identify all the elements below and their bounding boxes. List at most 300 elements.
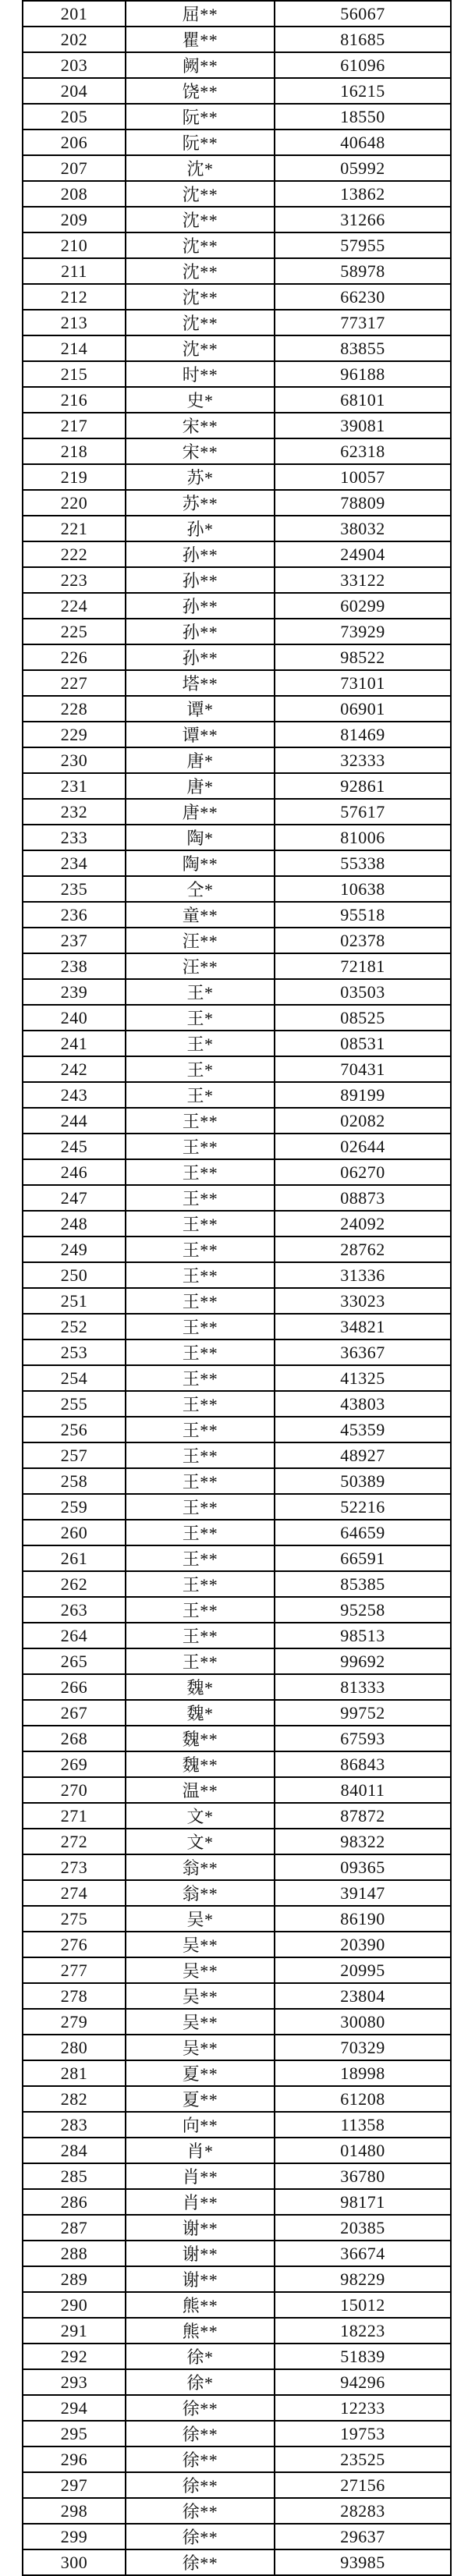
name-cell: 吴** [126,1983,275,2009]
rank-cell: 232 [23,799,126,825]
rank-cell: 249 [23,1237,126,1262]
number-cell: 20385 [275,2215,451,2241]
rank-cell: 299 [23,2524,126,2549]
rank-cell: 268 [23,1726,126,1751]
number-cell: 41325 [275,1365,451,1391]
name-cell: 唐* [126,773,275,799]
table-row [23,773,451,799]
rank-cell: 254 [23,1365,126,1391]
table-row [23,1339,451,1365]
table-row [23,1520,451,1545]
number-cell: 08531 [275,1031,451,1056]
number-cell: 81333 [275,1674,451,1700]
rank-cell: 258 [23,1468,126,1494]
number-cell: 84011 [275,1777,451,1803]
number-cell: 36780 [275,2163,451,2189]
table-row [23,2009,451,2035]
name-cell: 肖** [126,2189,275,2215]
name-cell: 沈** [126,284,275,310]
table-row [23,413,451,438]
rank-cell: 203 [23,52,126,78]
name-cell: 翁** [126,1880,275,1906]
table-row [23,1957,451,1983]
rank-cell: 201 [23,1,126,27]
name-cell: 王** [126,1468,275,1494]
name-cell: 沈** [126,181,275,207]
number-cell: 01480 [275,2138,451,2163]
number-cell: 23804 [275,1983,451,2009]
rank-cell: 263 [23,1597,126,1623]
number-cell: 60299 [275,593,451,619]
name-cell: 孙** [126,619,275,644]
number-cell: 57617 [275,799,451,825]
table-row [23,490,451,516]
rank-cell: 295 [23,2421,126,2446]
rank-cell: 222 [23,541,126,567]
number-cell: 87872 [275,1803,451,1829]
number-cell: 56067 [275,1,451,27]
table-row [23,2472,451,2498]
rank-cell: 226 [23,644,126,670]
table-row [23,130,451,155]
name-cell: 陶* [126,825,275,850]
name-cell: 王** [126,1571,275,1597]
table-row [23,2241,451,2266]
number-cell: 06270 [275,1159,451,1185]
table-row [23,1803,451,1829]
table-row [23,2292,451,2318]
name-cell: 王** [126,1365,275,1391]
table-row [23,1288,451,1314]
name-cell: 吴** [126,2035,275,2060]
rank-cell: 234 [23,850,126,876]
name-cell: 温** [126,1777,275,1803]
name-cell: 沈** [126,232,275,258]
number-cell: 18550 [275,104,451,130]
table-row [23,1906,451,1932]
number-cell: 29637 [275,2524,451,2549]
rank-cell: 213 [23,310,126,335]
table-row [23,2060,451,2086]
table-row [23,876,451,902]
rank-cell: 273 [23,1854,126,1880]
name-cell: 王** [126,1237,275,1262]
number-cell: 61208 [275,2086,451,2112]
number-cell: 33023 [275,1288,451,1314]
number-cell: 08873 [275,1185,451,1211]
table-row [23,2524,451,2549]
rank-cell: 274 [23,1880,126,1906]
number-cell: 98513 [275,1623,451,1648]
name-cell: 徐* [126,2344,275,2369]
name-cell: 王* [126,1056,275,1082]
name-cell: 肖* [126,2138,275,2163]
name-cell: 魏** [126,1726,275,1751]
rank-cell: 287 [23,2215,126,2241]
table-row [23,1134,451,1159]
number-cell: 12233 [275,2395,451,2421]
table-row [23,979,451,1005]
name-cell: 屈** [126,1,275,27]
number-cell: 86190 [275,1906,451,1932]
number-cell: 28762 [275,1237,451,1262]
number-cell: 39147 [275,1880,451,1906]
rank-cell: 227 [23,670,126,696]
number-cell: 66591 [275,1545,451,1571]
number-cell: 45359 [275,1417,451,1442]
table-row [23,953,451,979]
rank-cell: 276 [23,1932,126,1957]
number-cell: 30080 [275,2009,451,2035]
rank-cell: 282 [23,2086,126,2112]
table-row [23,1623,451,1648]
name-cell: 王** [126,1288,275,1314]
number-cell: 99752 [275,1700,451,1726]
table-row [23,52,451,78]
number-cell: 23525 [275,2446,451,2472]
table-row [23,567,451,593]
rank-cell: 231 [23,773,126,799]
rank-cell: 256 [23,1417,126,1442]
rank-cell: 293 [23,2369,126,2395]
rank-cell: 214 [23,335,126,361]
number-cell: 83855 [275,335,451,361]
number-cell: 81469 [275,722,451,747]
name-cell: 仝* [126,876,275,902]
rank-cell: 224 [23,593,126,619]
table-row [23,1468,451,1494]
rank-cell: 233 [23,825,126,850]
table-row [23,541,451,567]
table-row [23,1237,451,1262]
table-row [23,284,451,310]
table-row [23,696,451,722]
rank-cell: 265 [23,1648,126,1674]
number-cell: 18223 [275,2318,451,2344]
rank-cell: 259 [23,1494,126,1520]
number-cell: 52216 [275,1494,451,1520]
name-cell: 吴** [126,1932,275,1957]
name-cell: 宋** [126,413,275,438]
rank-cell: 283 [23,2112,126,2138]
name-cell: 沈** [126,207,275,232]
number-cell: 86843 [275,1751,451,1777]
number-cell: 70329 [275,2035,451,2060]
rank-cell: 278 [23,1983,126,2009]
name-cell: 吴** [126,2009,275,2035]
name-cell: 唐** [126,799,275,825]
table-row [23,1700,451,1726]
name-cell: 阙** [126,52,275,78]
name-cell: 沈** [126,258,275,284]
table-row [23,1314,451,1339]
rank-cell: 209 [23,207,126,232]
table-row [23,155,451,181]
number-cell: 57955 [275,232,451,258]
table-row [23,1494,451,1520]
table-row [23,1185,451,1211]
table-row [23,593,451,619]
number-cell: 38032 [275,516,451,541]
rank-cell: 250 [23,1262,126,1288]
rank-cell: 272 [23,1829,126,1854]
table-row [23,1056,451,1082]
name-cell: 徐** [126,2524,275,2549]
name-cell: 吴** [126,1957,275,1983]
number-cell: 20995 [275,1957,451,1983]
rank-cell: 210 [23,232,126,258]
number-cell: 66230 [275,284,451,310]
rank-cell: 267 [23,1700,126,1726]
table-row [23,1674,451,1700]
table-row [23,438,451,464]
rank-cell: 225 [23,619,126,644]
table-row [23,619,451,644]
name-cell: 王** [126,1494,275,1520]
name-cell: 王* [126,1031,275,1056]
table-row [23,1777,451,1803]
number-cell: 99692 [275,1648,451,1674]
rank-cell: 289 [23,2266,126,2292]
rank-cell: 252 [23,1314,126,1339]
name-cell: 瞿** [126,27,275,52]
rank-cell: 238 [23,953,126,979]
name-cell: 王** [126,1159,275,1185]
name-cell: 文* [126,1829,275,1854]
number-cell: 48927 [275,1442,451,1468]
table-row [23,361,451,387]
name-cell: 王** [126,1648,275,1674]
rank-cell: 296 [23,2446,126,2472]
number-cell: 98229 [275,2266,451,2292]
number-cell: 55338 [275,850,451,876]
rank-cell: 245 [23,1134,126,1159]
table-row [23,722,451,747]
table-row [23,78,451,104]
name-cell: 徐* [126,2369,275,2395]
name-cell: 王** [126,1339,275,1365]
rank-cell: 223 [23,567,126,593]
table-row [23,2138,451,2163]
table-row [23,1597,451,1623]
rank-cell: 204 [23,78,126,104]
table-row [23,310,451,335]
number-cell: 95258 [275,1597,451,1623]
name-cell: 苏** [126,490,275,516]
rank-cell: 205 [23,104,126,130]
name-cell: 夏** [126,2060,275,2086]
table-row [23,1365,451,1391]
number-cell: 73929 [275,619,451,644]
name-cell: 王** [126,1391,275,1417]
name-cell: 苏* [126,464,275,490]
table-row [23,2215,451,2241]
table-row [23,1932,451,1957]
name-cell: 熊** [126,2292,275,2318]
rank-cell: 270 [23,1777,126,1803]
table-row [23,104,451,130]
number-cell: 34821 [275,1314,451,1339]
rank-cell: 264 [23,1623,126,1648]
table-row [23,2266,451,2292]
table-row [23,1545,451,1571]
name-cell: 王* [126,1082,275,1108]
number-cell: 15012 [275,2292,451,2318]
number-cell: 43803 [275,1391,451,1417]
name-cell: 汪** [126,953,275,979]
rank-cell: 266 [23,1674,126,1700]
table-row [23,2112,451,2138]
name-cell: 饶** [126,78,275,104]
number-cell: 85385 [275,1571,451,1597]
name-cell: 王* [126,979,275,1005]
winners-table [22,0,452,2576]
table-row [23,928,451,953]
number-cell: 58978 [275,258,451,284]
rank-cell: 285 [23,2163,126,2189]
number-cell: 92861 [275,773,451,799]
table-row [23,2421,451,2446]
number-cell: 36674 [275,2241,451,2266]
number-cell: 18998 [275,2060,451,2086]
name-cell: 谭** [126,722,275,747]
number-cell: 98522 [275,644,451,670]
rank-cell: 279 [23,2009,126,2035]
table-row [23,747,451,773]
rank-cell: 271 [23,1803,126,1829]
rank-cell: 255 [23,1391,126,1417]
rank-cell: 244 [23,1108,126,1134]
name-cell: 徐** [126,2421,275,2446]
number-cell: 05992 [275,155,451,181]
name-cell: 阮** [126,130,275,155]
rank-cell: 300 [23,2549,126,2575]
number-cell: 20390 [275,1932,451,1957]
rank-cell: 242 [23,1056,126,1082]
rank-cell: 208 [23,181,126,207]
rank-cell: 220 [23,490,126,516]
name-cell: 徐** [126,2395,275,2421]
table-row [23,1005,451,1031]
rank-cell: 206 [23,130,126,155]
table-row [23,902,451,928]
rank-cell: 292 [23,2344,126,2369]
rank-cell: 235 [23,876,126,902]
name-cell: 徐** [126,2498,275,2524]
number-cell: 19753 [275,2421,451,2446]
rank-cell: 284 [23,2138,126,2163]
rank-cell: 241 [23,1031,126,1056]
name-cell: 王* [126,1005,275,1031]
number-cell: 62318 [275,438,451,464]
name-cell: 陶** [126,850,275,876]
table-row [23,27,451,52]
number-cell: 98322 [275,1829,451,1854]
name-cell: 魏* [126,1700,275,1726]
rank-cell: 297 [23,2472,126,2498]
rank-cell: 216 [23,387,126,413]
name-cell: 汪** [126,928,275,953]
name-cell: 翁** [126,1854,275,1880]
number-cell: 08525 [275,1005,451,1031]
number-cell: 40648 [275,130,451,155]
number-cell: 51839 [275,2344,451,2369]
number-cell: 16215 [275,78,451,104]
name-cell: 王** [126,1597,275,1623]
rank-cell: 260 [23,1520,126,1545]
number-cell: 32333 [275,747,451,773]
rank-cell: 288 [23,2241,126,2266]
table-row [23,1442,451,1468]
name-cell: 孙** [126,541,275,567]
number-cell: 81006 [275,825,451,850]
rank-cell: 202 [23,27,126,52]
name-cell: 谭* [126,696,275,722]
rank-cell: 291 [23,2318,126,2344]
table-row [23,2369,451,2395]
name-cell: 魏** [126,1751,275,1777]
table-row [23,1983,451,2009]
number-cell: 03503 [275,979,451,1005]
name-cell: 肖** [126,2163,275,2189]
rank-cell: 217 [23,413,126,438]
number-cell: 61096 [275,52,451,78]
name-cell: 向** [126,2112,275,2138]
table-row [23,1751,451,1777]
rank-cell: 280 [23,2035,126,2060]
number-cell: 36367 [275,1339,451,1365]
name-cell: 熊** [126,2318,275,2344]
table-row [23,1854,451,1880]
name-cell: 徐** [126,2446,275,2472]
rank-cell: 294 [23,2395,126,2421]
name-cell: 孙** [126,567,275,593]
table-row [23,2344,451,2369]
number-cell: 68101 [275,387,451,413]
name-cell: 徐** [126,2472,275,2498]
rank-cell: 219 [23,464,126,490]
name-cell: 文* [126,1803,275,1829]
name-cell: 史* [126,387,275,413]
rank-cell: 211 [23,258,126,284]
table-row [23,1829,451,1854]
name-cell: 孙** [126,593,275,619]
table-row [23,1031,451,1056]
number-cell: 27156 [275,2472,451,2498]
number-cell: 13862 [275,181,451,207]
rank-cell: 290 [23,2292,126,2318]
rank-cell: 212 [23,284,126,310]
rank-cell: 277 [23,1957,126,1983]
table-row [23,2549,451,2575]
number-cell: 81685 [275,27,451,52]
document-table-container [22,0,452,2576]
table-row [23,232,451,258]
number-cell: 02378 [275,928,451,953]
name-cell: 王** [126,1262,275,1288]
rank-cell: 253 [23,1339,126,1365]
table-row [23,1082,451,1108]
rank-cell: 229 [23,722,126,747]
name-cell: 沈** [126,310,275,335]
table-row [23,644,451,670]
name-cell: 王** [126,1545,275,1571]
name-cell: 王** [126,1314,275,1339]
number-cell: 72181 [275,953,451,979]
rank-cell: 281 [23,2060,126,2086]
rank-cell: 240 [23,1005,126,1031]
name-cell: 宋** [126,438,275,464]
